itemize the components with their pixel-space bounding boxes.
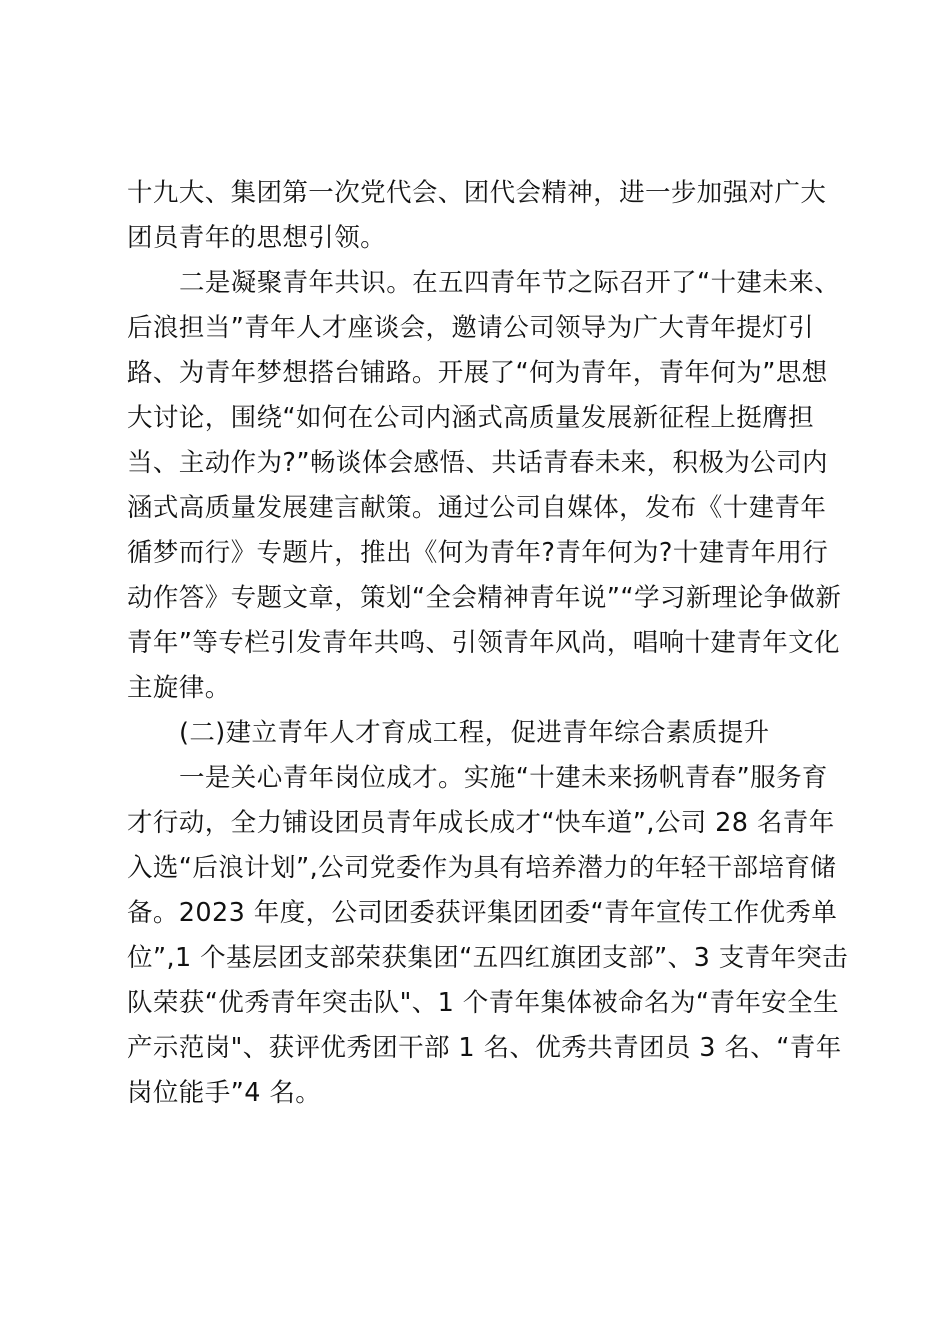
paragraph-youth-consensus [127,261,842,711]
paragraph-job-growth [127,756,849,1116]
text-line: 队荣获“优秀青年突击队"、1 个青年集体被命名为“青年安全生 [127,988,839,1018]
text-line: 大讨论，围绕“如何在公司内涵式高质量发展新征程上挺膺担 [127,403,815,433]
text-line: 当、主动作为?”畅谈体会感悟、共话青春未来，积极为公司内 [127,448,828,478]
text-line: 一是关心青年岗位成才。实施“十建未来扬帆青春”服务育 [179,763,828,793]
text-line: 青年”等专栏引发青年共鸣、引领青年风尚，唱响十建青年文化 [127,628,840,658]
text-line: 产示范岗"、获评优秀团干部 1 名、优秀共青团员 3 名、“青年 [127,1033,842,1063]
text-line: 后浪担当”青年人才座谈会，邀请公司领导为广大青年提灯引 [127,313,815,343]
text-line: 涵式高质量发展建言献策。通过公司自媒体，发布《十建青年 [127,493,827,523]
paragraph-continuation [127,171,832,261]
text-line: 位”,1 个基层团支部荣获集团“五四红旗团支部”、3 支青年突击 [127,943,849,973]
text-line: 循梦而行》专题片，推出《何为青年?青年何为?十建青年用行 [127,538,829,568]
text-line: 岗位能手”4 名。 [127,1078,322,1108]
text-line: 才行动，全力铺设团员青年成长成才“快车道”,公司 28 名青年 [127,808,835,838]
section-heading-text: (二)建立青年人才育成工程，促进青年综合素质提升 [179,718,770,748]
text-line: 二是凝聚青年共识。在五四青年节之际召开了“十建未来、 [179,268,841,298]
section-heading [127,711,832,756]
text-line: 动作答》专题文章，策划“全会精神青年说”“学习新理论争做新 [127,583,842,613]
text-line: 路、为青年梦想搭台铺路。开展了“何为青年，青年何为”思想 [127,358,828,388]
text-line: 备。2023 年度，公司团委获评集团团委“青年宣传工作优秀单 [127,898,838,928]
text-line: 主旋律。 [127,673,231,703]
text-line: 入选“后浪计划”,公司党委作为具有培养潜力的年轻干部培育储 [127,853,837,883]
text-line: 团员青年的思想引领。 [127,223,387,253]
body-text [127,171,849,1116]
text-line: 十九大、集团第一次党代会、团代会精神，进一步加强对广大 [127,178,827,208]
